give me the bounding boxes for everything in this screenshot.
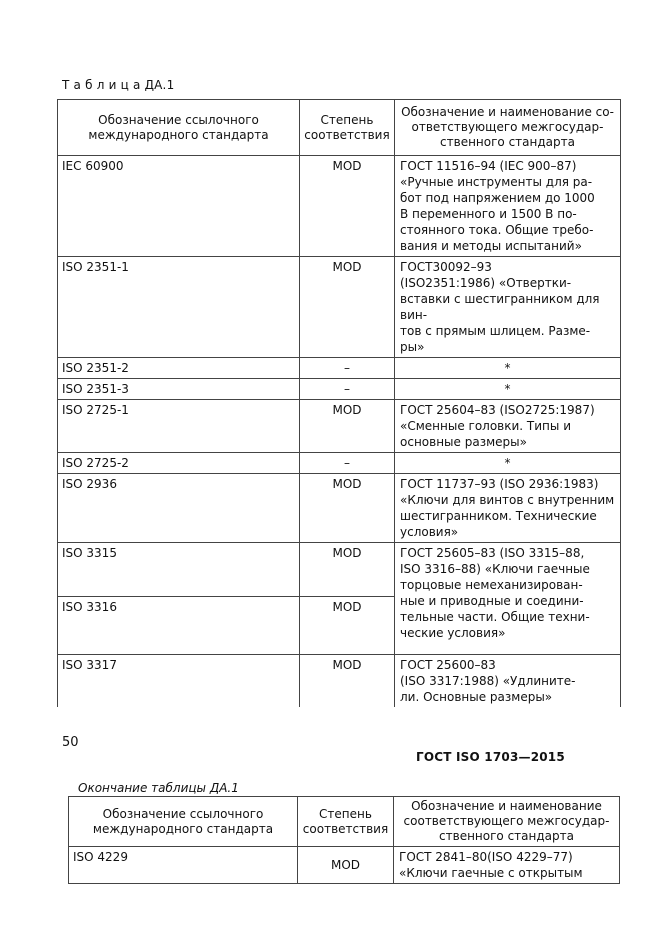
table-row [69, 847, 620, 884]
row-degree: – [300, 358, 395, 379]
table-header-row [69, 797, 620, 847]
row-code: ISO 3316 [58, 597, 300, 655]
header-reference-standard: Обозначение ссылочного международного стандарта [69, 797, 298, 847]
row-desc: ГОСТ30092–93 (ISO2351:1986) «Отвертки- вставки с шестигранником для вин- тов с прямым шлицем. Разме- ры» [395, 257, 621, 358]
row-degree: MOD [300, 597, 395, 655]
row-code: ISO 2351-1 [58, 257, 300, 358]
table-continuation-caption: Окончание таблицы ДА.1 [78, 781, 239, 795]
header-interstate-standard: Обозначение и наименование со- ответствующего межгосудар- ственного стандарта [395, 100, 621, 156]
reference-table [57, 99, 621, 707]
row-desc: ГОСТ 11737–93 (ISO 2936:1983) «Ключи для винтов с внутренним шестигранником. Технические условия» [395, 474, 621, 543]
table-row [58, 379, 621, 400]
row-degree: – [300, 453, 395, 474]
header-reference-standard: Обозначение ссылочного международного стандарта [58, 100, 300, 156]
header-degree: Степень соответствия [300, 100, 395, 156]
row-desc: * [395, 358, 621, 379]
table-header-row [58, 100, 621, 156]
row-code: ISO 3317 [58, 655, 300, 708]
table-row [58, 543, 621, 597]
reference-table-continued [68, 796, 620, 884]
table-row [58, 257, 621, 358]
row-degree: MOD [300, 156, 395, 257]
row-desc: ГОСТ 25604–83 (ISO2725:1987) «Сменные головки. Типы и основные размеры» [395, 400, 621, 453]
row-desc: * [395, 453, 621, 474]
row-degree: MOD [300, 655, 395, 708]
header-interstate-standard: Обозначение и наименование соответствующего межгосудар- ственного стандарта [394, 797, 620, 847]
row-degree: – [300, 379, 395, 400]
table-row [58, 655, 621, 708]
row-code: ISO 2936 [58, 474, 300, 543]
table-row [58, 156, 621, 257]
table-caption: Т а б л и ц а ДА.1 [62, 78, 175, 92]
row-code: ISO 2725-1 [58, 400, 300, 453]
row-desc: * [395, 379, 621, 400]
row-degree: MOD [300, 400, 395, 453]
row-degree: MOD [300, 257, 395, 358]
row-code: ISO 2725-2 [58, 453, 300, 474]
document-code: ГОСТ ISO 1703—2015 [416, 750, 565, 764]
table-row [58, 474, 621, 543]
table-row [58, 358, 621, 379]
page-number: 50 [62, 735, 79, 750]
row-desc: ГОСТ 2841–80(ISO 4229–77) «Ключи гаечные с открытым [394, 847, 620, 884]
row-code: ISO 4229 [69, 847, 298, 884]
header-degree: Степень соответствия [298, 797, 394, 847]
row-code: ISO 2351-3 [58, 379, 300, 400]
row-degree: MOD [300, 474, 395, 543]
table-row [58, 400, 621, 453]
row-code: ISO 3315 [58, 543, 300, 597]
row-desc: ГОСТ 25600–83 (ISO 3317:1988) «Удлините- ли. Основные размеры» [395, 655, 621, 708]
row-desc: ГОСТ 25605–83 (ISO 3315–88, ISO 3316–88) «Ключи гаечные торцовые немеханизирован- ные и приводные и соедини- тельные части. Общие техни- ческие условия» [395, 543, 621, 655]
row-code: IEC 60900 [58, 156, 300, 257]
row-degree: MOD [298, 847, 394, 884]
row-code: ISO 2351-2 [58, 358, 300, 379]
row-desc: ГОСТ 11516–94 (IEC 900–87) «Ручные инструменты для ра- бот под напряжением до 1000 В переменного и 1500 В по- стоянного тока. Общие требо- вания и методы испытаний» [395, 156, 621, 257]
row-degree: MOD [300, 543, 395, 597]
table-row [58, 453, 621, 474]
